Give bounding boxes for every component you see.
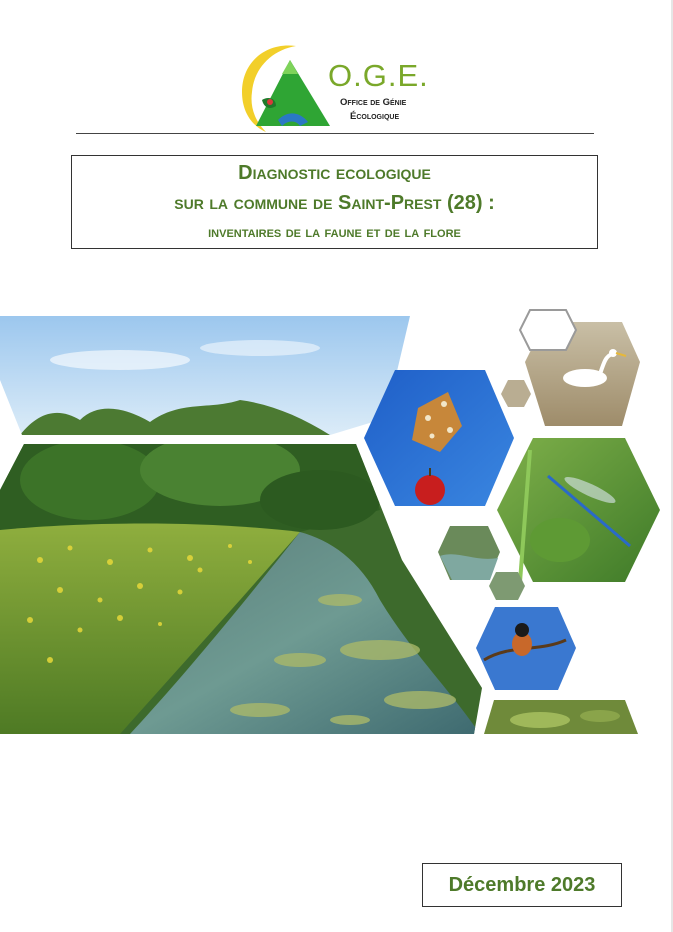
- date-box: [422, 863, 622, 907]
- title-line-2: sur la commune de Saint-Prest (28) :: [174, 192, 495, 214]
- outline-hexagon: [520, 310, 576, 350]
- logo-emblem-icon: [238, 40, 338, 132]
- small-hexagon: [501, 380, 531, 407]
- butterfly-photo: [364, 370, 514, 506]
- logo-subtitle-line1: Office de Génie: [340, 97, 407, 108]
- damselfly-photo: [497, 438, 660, 582]
- title-line-3: inventaires de la faune et de la flore: [208, 224, 461, 241]
- header-divider: [76, 133, 594, 134]
- photo-composition: [0, 300, 673, 740]
- logo-abbreviation: O.G.E.: [328, 58, 429, 93]
- logo-subtitle-line2: Écologique: [350, 111, 400, 122]
- stonechat-bird-photo: [476, 607, 576, 690]
- oge-logo: [238, 40, 448, 132]
- river-landscape-sky: [0, 316, 420, 436]
- title-line-1: Diagnostic ecologique: [238, 162, 431, 184]
- document-title-box: [71, 155, 598, 249]
- stream-photo: [438, 526, 500, 580]
- tiny-hexagon: [489, 572, 525, 600]
- publication-date: Décembre 2023: [448, 874, 596, 896]
- algae-water-photo: [484, 700, 638, 734]
